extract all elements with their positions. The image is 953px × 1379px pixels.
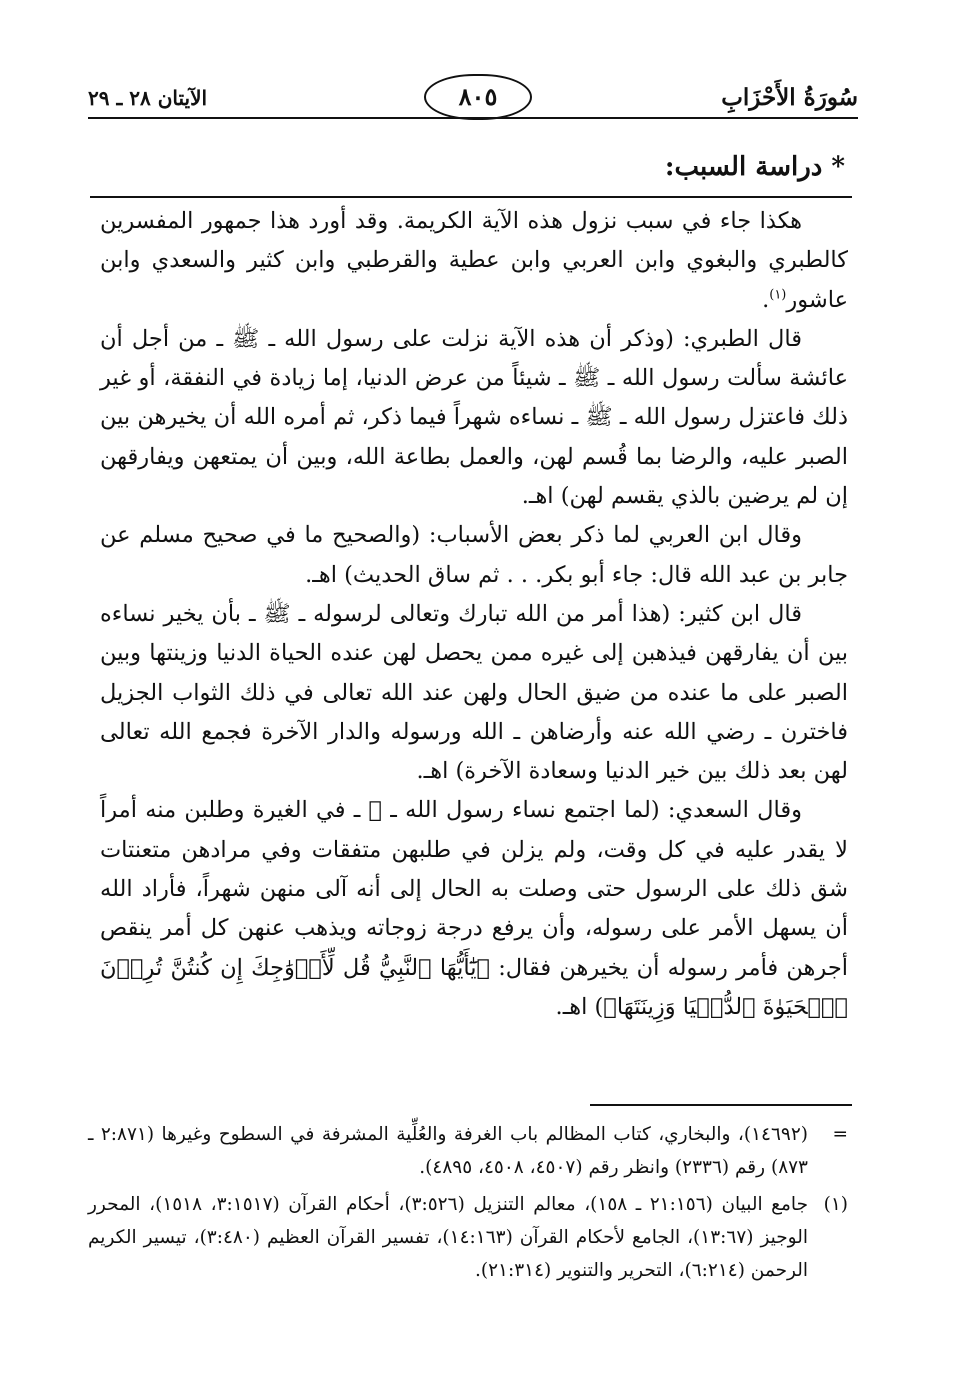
footnotes [88, 1118, 848, 1291]
page-header [88, 80, 858, 120]
footnote [88, 1188, 848, 1287]
section-heading: * دراسة السبب: [664, 152, 845, 182]
surah-name: سُورَةُ الأَحْزَابِ [721, 84, 858, 111]
paragraph: قال الطبري: (وذكر أن هذه الآية نزلت على رسول الله ـ ﷺ ـ من أجل أن عائشة سألت رسول الله ـ ﷺ ـ شيئاً من عرض الدنيا، إما زيادة في النفقة، أو غير ذلك فاعتزل رسول الله ـ ﷺ ـ نساءه شهراً فيما ذكر، ثم أمره الله أن يخيرهن بين الصبر عليه، والرضا بما قُسم لهن، والعمل بطاعة الله، وبين أن يمتعهن ويفارقهن إن لم يرضين بالذي يقسم لهن) اهـ. [100, 325, 848, 510]
ayat-range: الآيتان ٢٨ ـ ٢٩ [88, 86, 208, 110]
paragraph: قال ابن كثير: (هذا أمر من الله تبارك وتعالى لرسوله ـ ﷺ ـ بأن يخير نساءه بين أن يفارقهن فيذهبن إلى غيره ممن يحصل لهن عنده الحياة الدنيا وزينتها وبين الصبر على ما عنده من ضيق الحال ولهن عند الله تعالى في ذلك الثواب الجزيل فاخترن ـ رضي الله عنه وأرضاهن ـ الله ورسوله والدار الآخرة فجمع الله تعالى لهن بعد ذلك بين خير الدنيا وسعادة الآخرة) اهـ. [100, 600, 848, 785]
footnote-text: جامع البيان (٢١:١٥٦ ـ ١٥٨)، معالم التنزيل (٣:٥٢٦)، أحكام القرآن (٣:١٥١٧، ١٥١٨)، المحرر الوجيز (١٣:٦٧)، الجامع لأحكام القرآن (١٤:١٦٣)، تفسير القرآن العظيم (٣:٤٨٠)، تيسير الكريم الرحمن (٦:٢١٤)، التحرير والتنوير (٢١:٣١٤). [88, 1194, 809, 1281]
paragraph: وقال السعدي: (لما اجتمع نساء رسول الله ـ ﷺ ـ في الغيرة وطلبن منه أمراً لا يقدر عليه في كل وقت، ولم يزلن في طلبهن متفقات وفي مرادهن متعنتات شق ذلك على الرسول حتى وصلت به الحال إلى أنه آلى منهن شهراً، فأراد الله أن يسهل الأمر على رسوله، وأن يرفع درجة زوجاته ويذهب عنهن كل أمر ينقص أجرهن فأمر رسوله أن يخيرهن فقال: ﴿يَٰٓأَيُّهَا ٱلنَّبِيُّ قُل لِّأَزۡوَٰجِكَ إِن كُنتُنَّ تُرِدۡنَ ٱلۡحَيَوٰةَ ٱلدُّنۡيَا وَزِينَتَهَا﴾) اهـ. [100, 797, 848, 1020]
footnote-reference: (١) [769, 287, 787, 303]
footnote-text: (١٤٦٩٢)، والبخاري، كتاب المظالم باب الغرفة والعُلِّية المشرفة في السطوح وغيرها (٢:٨٧١ ـ ٨٧٣) رقم (٢٣٣٦) وانظر رقم (٤٥٠٧، ٤٥٠٨، ٤٨٩٥). [88, 1124, 808, 1178]
footnote-divider [590, 1104, 852, 1106]
heading-underline [90, 196, 852, 198]
footnote-mark: (١) [823, 1194, 848, 1215]
footnote [88, 1118, 848, 1184]
paragraph: وقال ابن العربي لما ذكر بعض الأسباب: (والصحيح ما في صحيح مسلم عن جابر بن عبد الله قال: جاء أبو بكر. . . ثم ساق الحديث) اهـ. [100, 522, 848, 588]
paragraph: هكذا جاء في سبب نزول هذه الآية الكريمة. وقد أورد هذا جمهور المفسرين كالطبري والبغوي وابن العربي وابن عطية والقرطبي وابن كثير والسعدي وابن عاشور$^{(١)}$. [100, 208, 848, 313]
footnote-mark: = [832, 1124, 848, 1145]
page-number: ٨٠٥ [424, 74, 532, 120]
main-text [100, 202, 848, 1027]
header-divider [88, 117, 858, 119]
